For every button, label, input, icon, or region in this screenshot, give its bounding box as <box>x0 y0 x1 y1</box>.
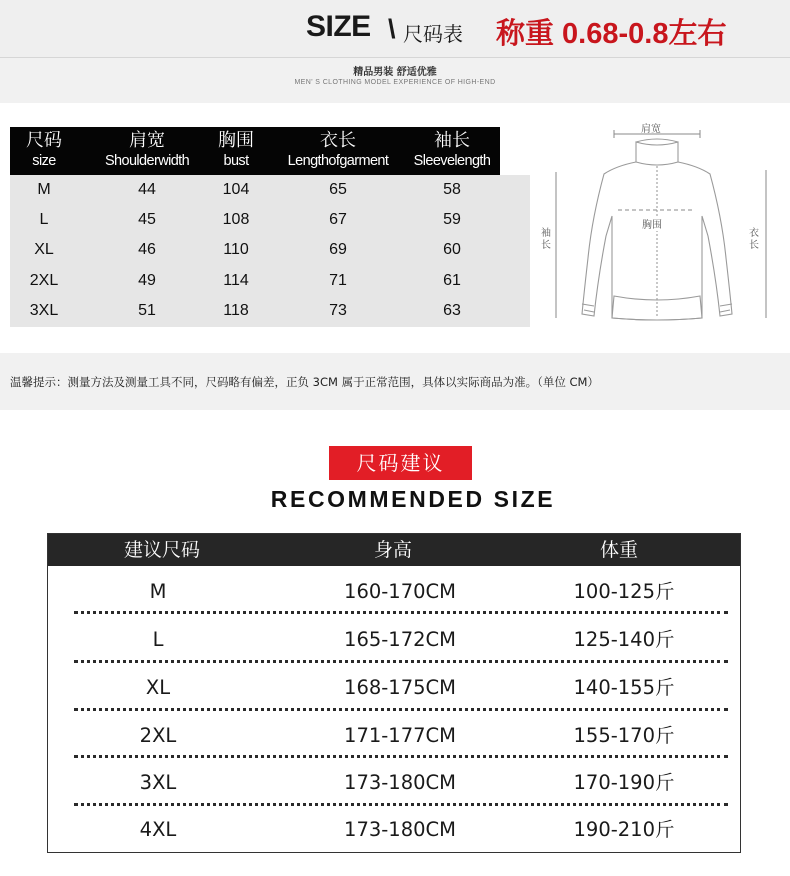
sleeve-label-1: 袖 <box>541 228 551 239</box>
col-label-en: Lengthofgarment <box>287 153 389 169</box>
header-size: 建议尺码 <box>123 539 200 561</box>
height-cell: 173-180CM <box>344 818 456 841</box>
height-cell: 165-172CM <box>344 628 456 651</box>
size-cell: 3XL <box>29 302 59 319</box>
size-cell: 3XL <box>139 771 177 794</box>
size-cell: 2XL <box>29 272 59 289</box>
size-chart-title-cn: 尺码表 <box>403 22 463 46</box>
size-title: SIZE <box>306 10 371 43</box>
row-divider <box>74 708 728 711</box>
length-label-2: 长 <box>749 240 759 251</box>
shoulder-cell: 45 <box>138 211 156 228</box>
col-label-en: size <box>32 153 56 169</box>
col-label-cn: 胸围 <box>218 130 254 151</box>
size-cell: XL <box>34 241 54 258</box>
bust-cell: 108 <box>222 211 250 228</box>
size-cell: L <box>39 211 49 228</box>
table-row <box>48 759 740 806</box>
height-cell: 168-175CM <box>344 676 456 699</box>
row-divider <box>74 755 728 758</box>
size-cell: M <box>37 181 51 198</box>
header-height: 身高 <box>373 539 412 561</box>
weight-cell: 125-140斤 <box>573 628 675 651</box>
subtitle-en: MEN' S CLOTHING MODEL EXPERIENCE OF HIGH-END <box>294 79 496 86</box>
subtitle-cn: 精品男装 舒适优雅 <box>353 67 437 78</box>
table-row <box>48 568 740 615</box>
col-label-en: Shoulderwidth <box>104 153 190 169</box>
col-sleeve <box>404 127 500 175</box>
col-label-cn: 肩宽 <box>129 130 165 151</box>
measurement-tip: 温馨提示：测量方法及测量工具不同，尺码略有偏差，正负 3CM 属于正常范围，具体以实际商品为准。（单位 CM） <box>10 375 599 389</box>
size-cell: 2XL <box>139 724 177 747</box>
sleeve-cell: 59 <box>443 211 461 228</box>
shoulder-cell: 46 <box>138 241 156 258</box>
height-cell: 160-170CM <box>344 580 456 603</box>
sleeve-cell: 61 <box>443 272 461 289</box>
weight-cell: 100-125斤 <box>573 580 675 603</box>
recommend-table-header <box>48 534 740 566</box>
length-cell: 65 <box>329 181 347 198</box>
bust-cell: 110 <box>223 241 249 258</box>
bust-cell: 104 <box>222 181 250 198</box>
sleeve-cell: 63 <box>443 302 461 319</box>
size-table-body <box>10 175 530 327</box>
shoulder-cell: 49 <box>138 272 156 289</box>
size-cell: L <box>152 628 164 651</box>
col-label-cn: 尺码 <box>26 130 62 151</box>
header-weight: 体重 <box>599 539 638 561</box>
col-label-en: Sleevelength <box>413 153 491 169</box>
col-label-en: bust <box>223 153 249 169</box>
row-divider <box>74 611 728 614</box>
row-divider <box>74 660 728 663</box>
bust-cell: 114 <box>223 272 249 289</box>
title-separator: \ <box>388 14 396 44</box>
table-row <box>48 806 740 853</box>
size-table-header <box>10 127 500 175</box>
header-banner <box>0 0 790 58</box>
table-row <box>48 616 740 663</box>
bust-cell: 118 <box>223 302 249 319</box>
size-cell: XL <box>145 676 171 699</box>
size-cell: 4XL <box>139 818 177 841</box>
weight-cell: 155-170斤 <box>573 724 675 747</box>
table-row <box>10 205 530 235</box>
height-cell: 173-180CM <box>344 771 456 794</box>
length-cell: 73 <box>329 302 347 319</box>
col-shoulder <box>88 127 206 175</box>
table-row <box>10 175 530 205</box>
chest-label: 胸围 <box>642 216 662 231</box>
shoulder-cell: 44 <box>138 181 156 198</box>
col-size <box>10 127 78 175</box>
sleeve-cell: 60 <box>443 241 461 258</box>
shoulder-label: 肩宽 <box>641 124 661 135</box>
size-cell: M <box>149 580 167 603</box>
table-row <box>10 235 530 265</box>
col-label-cn: 袖长 <box>434 130 470 151</box>
shoulder-cell: 51 <box>138 302 156 319</box>
sleeve-cell: 58 <box>443 181 461 198</box>
weight-cell: 140-155斤 <box>573 676 675 699</box>
sleeve-label-2: 长 <box>541 240 551 251</box>
height-cell: 171-177CM <box>344 724 456 747</box>
recommend-table <box>47 533 741 853</box>
table-row <box>48 712 740 759</box>
col-bust <box>206 127 266 175</box>
table-row <box>10 266 530 296</box>
length-label-1: 衣 <box>749 228 759 239</box>
recommend-badge: 尺码建议 <box>329 446 472 480</box>
length-cell: 71 <box>329 272 347 289</box>
col-length <box>272 127 404 175</box>
weight-note: 称重 0.68-0.8左右 <box>496 18 727 50</box>
length-cell: 69 <box>329 241 347 258</box>
weight-cell: 170-190斤 <box>573 771 675 794</box>
recommend-title: RECOMMENDED SIZE <box>270 486 556 512</box>
length-cell: 67 <box>329 211 347 228</box>
table-row <box>10 296 530 326</box>
col-label-cn: 衣长 <box>320 130 356 151</box>
table-row <box>48 664 740 711</box>
weight-cell: 190-210斤 <box>573 818 675 841</box>
